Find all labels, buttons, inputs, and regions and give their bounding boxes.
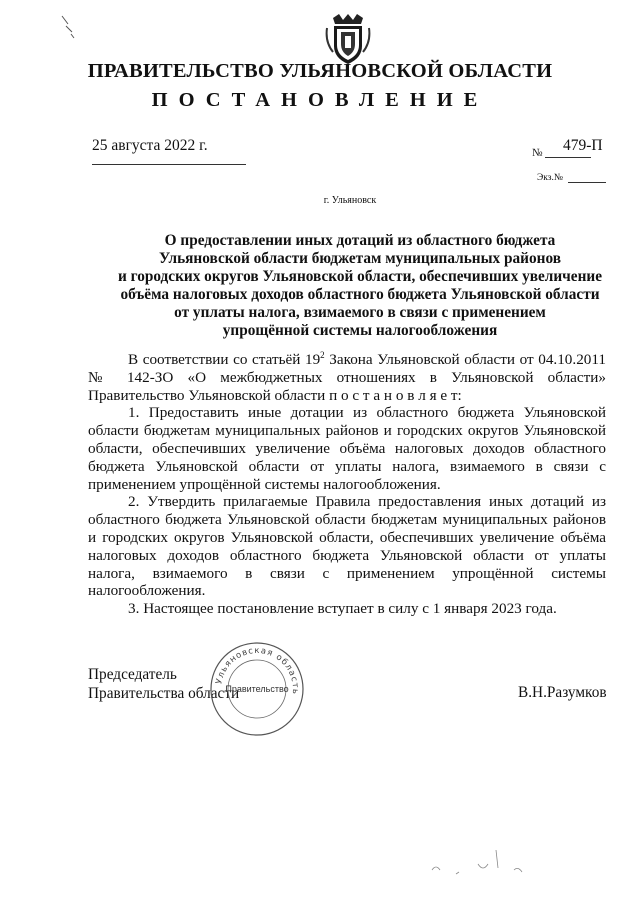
number-underline xyxy=(545,157,591,158)
document-title xyxy=(60,232,640,340)
svg-text:Правительство: Правительство xyxy=(225,684,289,694)
title-line: О предоставлении иных дотаций из областного бюджета xyxy=(164,232,556,249)
official-stamp xyxy=(208,640,306,738)
document-number: 479-П xyxy=(563,137,603,154)
copy-number-underline xyxy=(568,182,606,183)
intro-paragraph: В соответствии со статьёй $19^2$ Закона Ульяновской области от 04.10.2011 № 142-ЗО «О межбюджетных отношениях в Ульяновской области» Правительство Ульяновской области п о с т а н о в л я е т: xyxy=(88,349,607,404)
article-superscript: 2 xyxy=(320,349,325,360)
item-3: 3. Настоящее постановление вступает в силу с 1 января 2023 года. xyxy=(128,600,557,618)
title-line: объёма налоговых доходов областного бюджета Ульяновской области xyxy=(120,286,600,303)
document-body xyxy=(88,351,606,618)
signatory-position: Председатель Правительства области xyxy=(88,666,240,702)
document-type: ПОСТАНОВЛЕНИЕ xyxy=(151,89,489,111)
pen-mark xyxy=(60,14,82,42)
title-line: упрощённой системы налогообложения xyxy=(222,322,498,339)
signature-marks xyxy=(426,840,536,885)
government-name: ПРАВИТЕЛЬСТВО УЛЬЯНОВСКОЙ ОБЛАСТИ xyxy=(87,60,553,82)
signatory-name: В.Н.Разумков xyxy=(518,684,607,701)
svg-text:Ульяновская область: Ульяновская область xyxy=(214,645,301,696)
document-date: 25 августа 2022 г. xyxy=(92,137,208,154)
title-line: от уплаты налога, взимаемого в связи с применением xyxy=(174,304,546,321)
title-line: Ульяновской области бюджетам муниципальных районов xyxy=(158,250,561,267)
coat-of-arms-icon xyxy=(325,12,371,66)
item-2: 2. Утвердить прилагаемые Правила предоставления иных дотаций из областного бюджета Ульяновской области бюджетам муниципальных районов и городских округов Ульяновской области, обеспечивших увеличение объёма налоговых доходов областного бюджета Ульяновской области от уплаты налога, взимаемого в связи с применением упрощённой системы налогообложения. xyxy=(88,493,606,600)
city: г. Ульяновск xyxy=(323,195,377,206)
item-1: 1. Предоставить иные дотации из областного бюджета Ульяновской области бюджетам муниципальных районов и городских округов Ульяновской области, обеспечивших увеличение объёма налоговых доходов областного бюджета Ульяновской области от уплаты налога, взимаемого в связи с применением упрощённой системы налогообложения. xyxy=(88,404,606,493)
date-underline xyxy=(92,164,246,165)
number-prefix: № xyxy=(532,147,543,159)
title-line: и городских округов Ульяновской области, обеспечивших увеличение xyxy=(117,268,603,285)
copy-number-label: Экз.№ xyxy=(537,173,563,183)
